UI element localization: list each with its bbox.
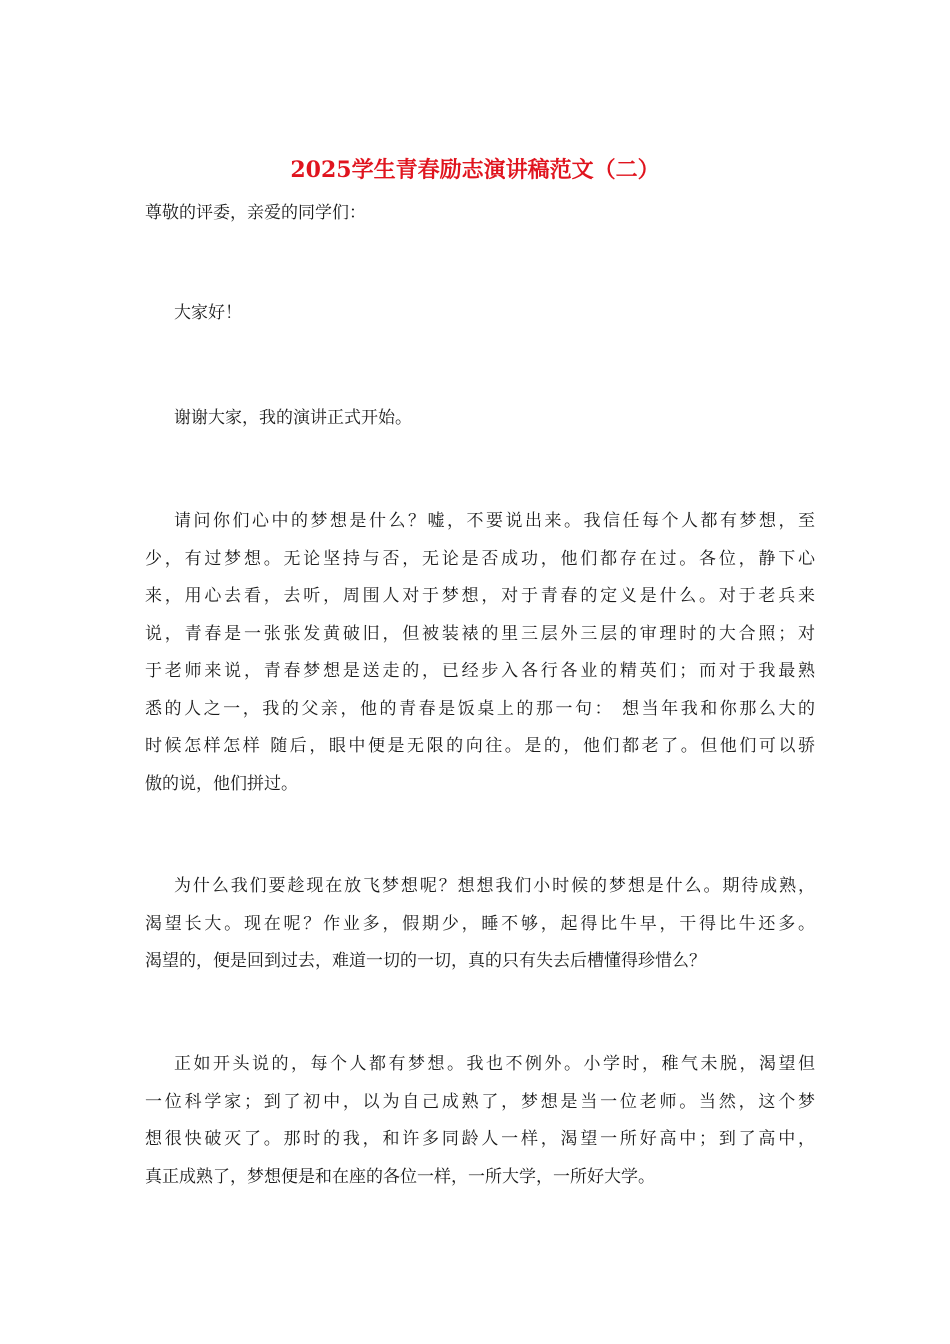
- paragraph-line: 傲的说，他们拼过。: [145, 773, 298, 794]
- paragraph-line: 悉的人之一，我的父亲，他的青春是饭桌上的那一句： 想当年我和你那么大的: [145, 698, 815, 719]
- paragraph-line: 正如开头说的，每个人都有梦想。我也不例外。小学时，稚气未脱，渴望但: [174, 1054, 815, 1074]
- paragraph-line: 请问你们心中的梦想是什么？嘘，不要说出来。我信任每个人都有梦想，至: [174, 511, 815, 531]
- paragraph-line: 时候怎样怎样 随后，眼中便是无限的向往。是的，他们都老了。但他们可以骄: [145, 736, 815, 756]
- paragraph-line: 渴望长大。现在呢？作业多，假期少，睡不够，起得比牛早，干得比牛还多。: [145, 913, 815, 934]
- paragraph-opening: [145, 400, 815, 438]
- paragraph-line: 少，有过梦想。无论坚持与否，无论是否成功，他们都存在过。各位，静下心: [145, 548, 815, 569]
- paragraph-my-dream: [145, 1046, 815, 1196]
- paragraph-line: 来，用心去看，去听，周围人对于梦想，对于青春的定义是什么。对于老兵来: [145, 586, 815, 606]
- paragraph-line: 一位科学家；到了初中，以为自己成熟了，梦想是当一位老师。当然，这个梦: [145, 1091, 815, 1112]
- salutation: [145, 195, 815, 233]
- salutation-line: 尊敬的评委，亲爱的同学们：: [145, 203, 366, 223]
- paragraph-line: 说，青春是一张张发黄破旧，但被装裱的里三层外三层的审理时的大合照；对: [145, 623, 815, 644]
- paragraph-line: 大家好！: [174, 303, 242, 323]
- paragraph-line: 渴望的，便是回到过去，难道一切的一切，真的只有失去后槽懂得珍惜么？: [145, 951, 706, 971]
- paragraph-line: 谢谢大家，我的演讲正式开始。: [174, 408, 412, 428]
- paragraph-line: 想很快破灭了。那时的我，和许多同龄人一样，渴望一所好高中；到了高中，: [145, 1129, 815, 1149]
- document-title: 2025学生青春励志演讲稿范文（二）: [290, 157, 660, 183]
- paragraph-greeting: [145, 295, 815, 333]
- paragraph-line: 真正成熟了，梦想便是和在座的各位一样，一所大学，一所好大学。: [145, 1166, 655, 1187]
- paragraph-why-now: [145, 868, 815, 981]
- paragraph-dream-question: [145, 503, 815, 803]
- paragraph-line: 于老师来说，青春梦想是送走的，已经步入各行各业的精英们；而对于我最熟: [145, 661, 815, 681]
- paragraph-line: 为什么我们要趁现在放飞梦想呢？想想我们小时候的梦想是什么。期待成熟，: [174, 876, 815, 896]
